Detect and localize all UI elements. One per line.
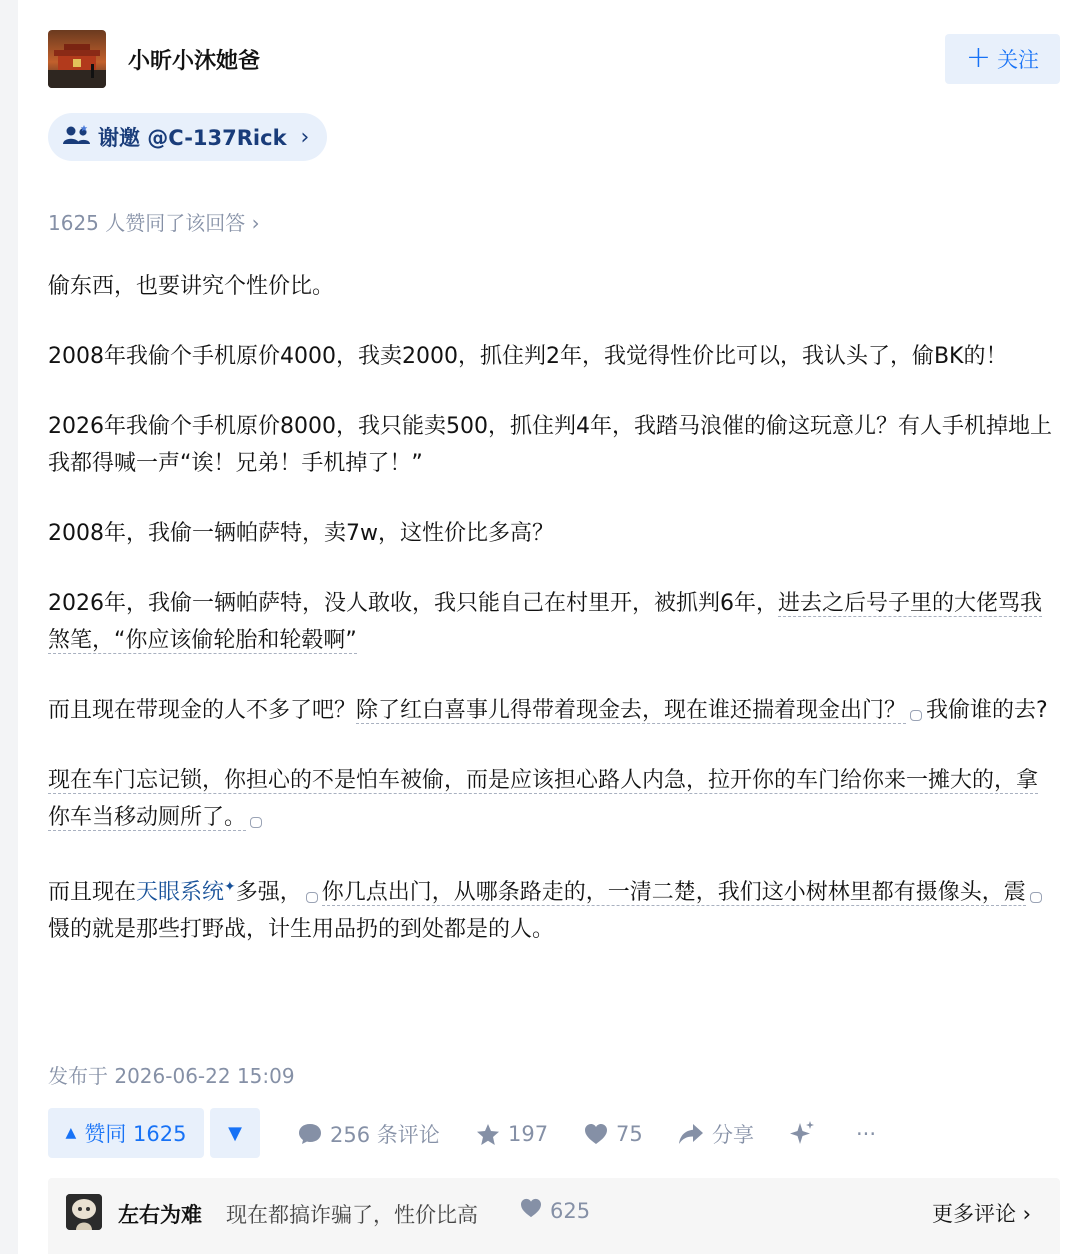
publish-time: 发布于 2026-06-22 15:09 <box>48 1064 295 1088</box>
follow-button[interactable] <box>945 34 1060 84</box>
heart-icon <box>520 1198 542 1223</box>
comment-icon <box>298 1123 322 1145</box>
comment-marker-icon[interactable] <box>306 892 318 903</box>
highlight-span[interactable]: 除了红白喜事儿得带着现金去，现在谁还揣着现金出门？ <box>356 698 907 723</box>
author-name[interactable]: 小昕小沐她爸 <box>128 49 261 74</box>
comment-preview[interactable] <box>48 1178 1060 1254</box>
invite-label: 谢邀 @C-137Rick <box>98 126 287 150</box>
chevron-right-icon: › <box>300 124 310 150</box>
vote-up-label: 赞同 1625 <box>84 1122 187 1146</box>
heart-icon <box>584 1123 608 1145</box>
plus-icon: + <box>965 40 992 75</box>
likes-summary[interactable]: 1625 人赞同了该回答 › <box>48 211 260 235</box>
like-button[interactable]: 75 <box>584 1119 643 1149</box>
sparkle-icon: ✦ <box>224 879 236 895</box>
more-dots-icon: ··· <box>856 1122 877 1146</box>
paragraph: 而且现在带现金的人不多了吧？除了红白喜事儿得带着现金去，现在谁还揣着现金出门？ 我偷谁的去? <box>48 698 1048 723</box>
paragraph: 而且现在天眼系统✦多强， 你几点出门，从哪条路走的，一清二楚，我们这小树林里都有摄像头，震慑的就是那些打野战，计生用品扔的到处都是的人。 <box>48 869 1058 948</box>
favorite-button[interactable]: 197 <box>476 1119 548 1149</box>
people-icon <box>62 123 92 152</box>
highlight-span[interactable]: 进去之后号子里的大佬骂我煞笔，“你应该偷轮胎和轮毂啊” <box>48 591 1043 653</box>
highlight-span[interactable]: 你几点出门，从哪条路走的，一清二楚，我们这小树林里都有摄像头， <box>321 880 1004 905</box>
tianyan-link[interactable]: 天眼系统 <box>136 880 225 905</box>
paragraph: 2026年，我偷一辆帕萨特，没人敢收，我只能自己在村里开，被抓判6年，进去之后号子里的大佬骂我煞笔，“你应该偷轮胎和轮毂啊” <box>48 591 1043 653</box>
triangle-up-icon: ▲ <box>65 1125 77 1141</box>
comment-like[interactable]: 625 <box>520 1198 590 1223</box>
vote-up-button[interactable] <box>48 1108 204 1158</box>
answer-card <box>18 0 1080 1254</box>
paragraph <box>48 762 1058 836</box>
highlight-span[interactable]: 震 <box>1003 880 1026 905</box>
ai-sparkle-button[interactable] <box>788 1119 816 1149</box>
share-arrow-icon <box>678 1123 704 1145</box>
highlight-span[interactable]: 现在车门忘记锁，你担心的不是怕车被偷，而是应该担心路人内急，拉开你的车门给你来一摊大的，拿你车当移动厕所了。 <box>48 768 1039 830</box>
commenter-name[interactable]: 左右为难 <box>118 1203 202 1227</box>
follow-label: 关注 <box>997 48 1040 72</box>
paragraph: 2026年我偷个手机原价8000，我只能卖500，抓住判4年，我踏马浪催的偷这玩意儿？有人手机掉地上我都得喊一声“诶！兄弟！手机掉了！” <box>48 414 1052 476</box>
commenter-avatar[interactable] <box>66 1194 102 1230</box>
paragraph: 2008年，我偷一辆帕萨特，卖7w，这性价比多高？ <box>48 521 554 546</box>
comment-marker-icon[interactable] <box>250 817 262 828</box>
star-icon <box>476 1123 500 1146</box>
invite-chip[interactable] <box>48 113 327 161</box>
comment-marker-icon[interactable] <box>910 710 922 721</box>
more-actions-button[interactable] <box>856 1119 876 1149</box>
sparkle-icon <box>788 1120 816 1148</box>
vote-down-button[interactable] <box>210 1108 260 1158</box>
more-comments-link[interactable]: 更多评论 › <box>932 1202 1032 1226</box>
comment-marker-icon[interactable] <box>1030 892 1042 903</box>
paragraph: 偷东西，也要讲究个性价比。 <box>48 274 335 299</box>
answer-content <box>48 268 1058 981</box>
share-button[interactable]: 分享 <box>678 1119 754 1149</box>
comment-text: 现在都搞诈骗了，性价比高 <box>226 1203 478 1227</box>
author-avatar[interactable] <box>48 30 106 88</box>
comments-button[interactable]: 256 条评论 <box>298 1119 440 1149</box>
triangle-down-icon: ▼ <box>228 1122 242 1144</box>
paragraph: 2008年我偷个手机原价4000，我卖2000，抓住判2年，我觉得性价比可以，我认头了，偷BK的！ <box>48 344 1008 369</box>
